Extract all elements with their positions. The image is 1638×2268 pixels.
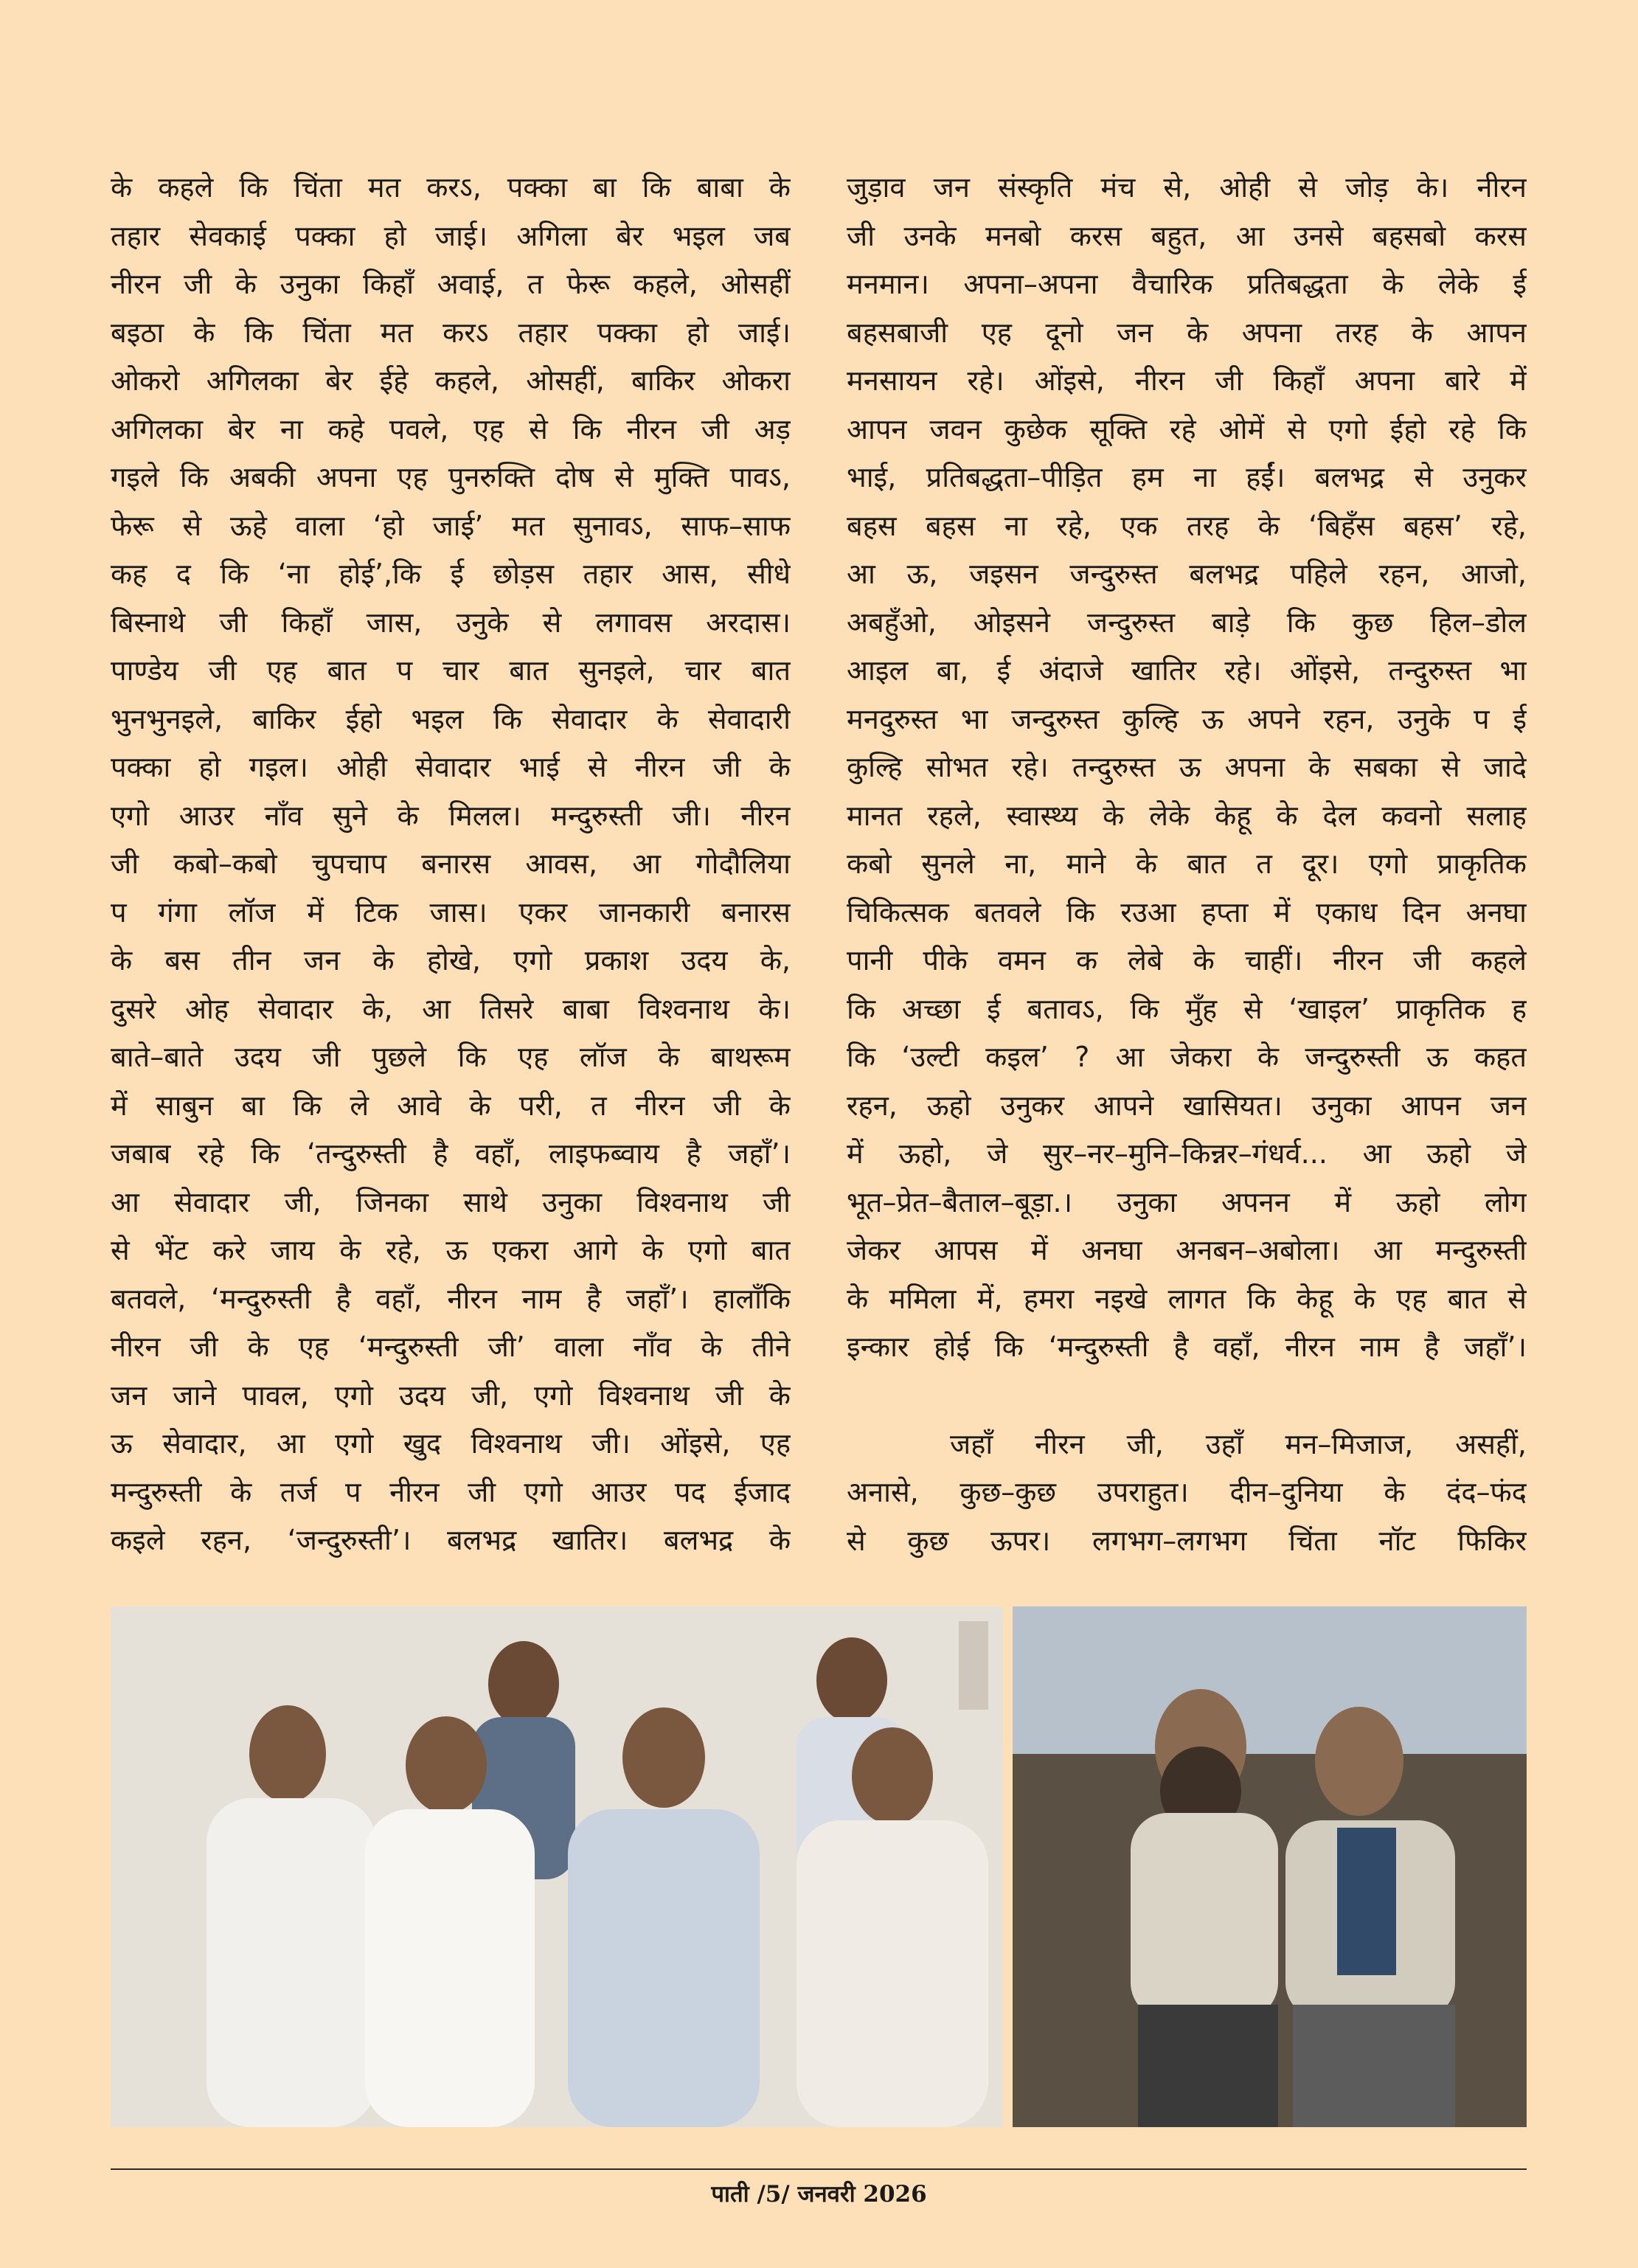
text-line: में ऊहो, जे सुर–नर–मुनि–किन्नर–गंधर्व... आ ऊहो जे <box>847 1137 1527 1170</box>
text-line: कि अच्छा ई बतावऽ, कि मुँह से ‘खाइल’ प्राकृतिक ह <box>847 992 1527 1025</box>
text-line: भुनभुनइले, बाकिर ईहो भइल कि सेवादार के सेवादारी <box>111 702 791 735</box>
group-photo <box>111 1606 1003 2127</box>
text-line: बइठा के कि चिंता मत करऽ तहार पक्का हो जाई। <box>111 316 791 349</box>
text-line: पक्का हो गइल। ओही सेवादार भाई से नीरन जी के <box>111 751 791 783</box>
text-line: पानी पीके वमन क लेबे के चाहीं। नीरन जी कहले <box>847 944 1527 977</box>
page-footer: पाती /5/ जनवरी 2026 <box>711 2181 927 2208</box>
text-line: के बस तीन जन के होखे, एगो प्रकाश उदय के, <box>111 944 791 977</box>
text-line: कि ‘उल्टी कइल’ ? आ जेकरा के जन्दुरुस्ती ऊ कहत <box>847 1041 1527 1073</box>
text-line: आइल बा, ई अंदाजे खातिर रहे। ओंइसे, तन्दुरुस्त भा <box>847 654 1527 687</box>
text-line: अनासे, कुछ–कुछ उपराहुत। दीन–दुनिया के दंद–फंद <box>847 1476 1527 1508</box>
footer-rule <box>111 2168 1527 2170</box>
text-line: आपन जवन कुछेक सूक्ति रहे ओमें से एगो ईहो रहे कि <box>847 412 1527 445</box>
text-line: कह द कि ‘ना होई’,कि ई छोड़स तहार आस, सीधे <box>111 558 791 590</box>
text-line: गइले कि अबकी अपना एह पुनरुक्ति दोष से मुक्ति पावऽ, <box>111 461 791 493</box>
text-line: नीरन जी के उनुका किहाँ अवाई, त फेरू कहले, ओसहीं <box>111 268 791 300</box>
boat-photo <box>1013 1606 1527 2127</box>
text-line: एगो आउर नाँव सुने के मिलल। मन्दुरुस्ती जी। नीरन <box>111 799 791 832</box>
text-line: फेरू से ऊहे वाला ‘हो जाई’ मत सुनावऽ, साफ–साफ <box>111 509 791 542</box>
text-line: से कुछ ऊपर। लगभग–लगभग चिंता नॉट फिकिर <box>847 1524 1527 1557</box>
text-line: दुसरे ओह सेवादार के, आ तिसरे बाबा विश्वनाथ के। <box>111 992 791 1025</box>
text-line: बतवले, ‘मन्दुरुस्ती है वहाँ, नीरन नाम है जहाँ’। हालाँकि <box>111 1282 791 1315</box>
text-line: से भेंट करे जाय के रहे, ऊ एकरा आगे के एगो बात <box>111 1234 791 1266</box>
text-line: मन्दुरुस्ती के तर्ज प नीरन जी एगो आउर पद ईजाद <box>111 1475 791 1508</box>
text-line: जहाँ नीरन जी, उहाँ मन–मिजाज, असहीं, <box>950 1427 1527 1460</box>
text-line: के ममिला में, हमरा नइखे लागत कि केहू के एह बात से <box>847 1282 1527 1315</box>
text-line: जबाब रहे कि ‘तन्दुरुस्ती है वहाँ, लाइफब्वाय है जहाँ’। <box>111 1137 791 1170</box>
text-line: आ ऊ, जइसन जन्दुरुस्त बलभद्र पहिले रहन, आजो, <box>847 558 1527 590</box>
text-line: अबहुँओ, ओइसने जन्दुरुस्त बाड़े कि कुछ हिल–डोल <box>847 606 1527 639</box>
text-line: बहसबाजी एह दूनो जन के अपना तरह के आपन <box>847 316 1527 349</box>
text-line: में साबुन बा कि ले आवे के परी, त नीरन जी के <box>111 1089 791 1122</box>
text-line: प गंगा लॉज में टिक जास। एकर जानकारी बनारस <box>111 895 791 929</box>
text-line: मनसायन रहे। ओंइसे, नीरन जी किहाँ अपना बारे में <box>847 364 1527 397</box>
text-line: जन जाने पावल, एगो उदय जी, एगो विश्वनाथ जी के <box>111 1379 791 1412</box>
text-line: अगिलका बेर ना कहे पवले, एह से कि नीरन जी अड़ <box>111 412 791 445</box>
text-line: मनदुरुस्त भा जन्दुरुस्त कुल्हि ऊ अपने रहन, उनुके प ई <box>847 702 1527 735</box>
text-line: बिस्नाथे जी किहाँ जास, उनुके से लगावस अरदास। <box>111 606 791 639</box>
text-line: कुल्हि सोभत रहे। तन्दुरुस्त ऊ अपना के सबका से जादे <box>847 751 1527 783</box>
left-column <box>111 164 791 1565</box>
right-column <box>847 164 1527 1565</box>
text-line: बहस बहस ना रहे, एक तरह के ‘बिहँस बहस’ रहे, <box>847 509 1527 542</box>
text-line: भाई, प्रतिबद्धता–पीड़ित हम ना हईं। बलभद्र से उनुकर <box>847 461 1527 493</box>
text-line: बाते–बाते उदय जी पुछले कि एह लॉज के बाथरूम <box>111 1041 791 1073</box>
text-line: जुड़ाव जन संस्कृति मंच से, ओही से जोड़ के। नीरन <box>847 171 1527 204</box>
text-line: जी कबो–कबो चुपचाप बनारस आवस, आ गोदौलिया <box>111 847 791 880</box>
text-line: मानत रहले, स्वास्थ्य के लेके केहू के देल कवनो सलाह <box>847 799 1527 832</box>
text-line: ओकरो अगिलका बेर ईहे कहले, ओसहीं, बाकिर ओकरा <box>111 364 791 397</box>
text-line: के कहले कि चिंता मत करऽ, पक्का बा कि बाबा के <box>111 171 791 204</box>
text-line: कबो सुनले ना, माने के बात त दूर। एगो प्राकृतिक <box>847 847 1527 880</box>
text-line: कइले रहन, ‘जन्दुरुस्ती’। बलभद्र खातिर। बलभद्र के <box>111 1524 791 1556</box>
text-line: इन्कार होई कि ‘मन्दुरुस्ती है वहाँ, नीरन नाम है जहाँ’। <box>847 1331 1527 1363</box>
text-line: नीरन जी के एह ‘मन्दुरुस्ती जी’ वाला नाँव के तीने <box>111 1331 791 1363</box>
text-line: मनमान। अपना–अपना वैचारिक प्रतिबद्धता के लेके ई <box>847 268 1527 300</box>
text-line: तहार सेवकाई पक्का हो जाई। अगिला बेर भइल जब <box>111 219 791 252</box>
text-line: जी उनके मनबो करस बहुत, आ उनसे बहसबो करस <box>847 219 1527 252</box>
paragraph-gap <box>847 1372 1527 1421</box>
text-line: ऊ सेवादार, आ एगो खुद विश्वनाथ जी। ओंइसे, एह <box>111 1427 791 1460</box>
text-line: भूत–प्रेत–बैताल–बूड़ा.। उनुका अपनन में ऊहो लोग <box>847 1185 1527 1218</box>
text-line: रहन, ऊहो उनुकर आपने खासियत। उनुका आपन जन <box>847 1089 1527 1122</box>
text-line: पाण्डेय जी एह बात प चार बात सुनइले, चार बात <box>111 654 791 687</box>
text-line: जेकर आपस में अनघा अनबन–अबोला। आ मन्दुरुस्ती <box>847 1234 1527 1266</box>
text-line: आ सेवादार जी, जिनका साथे उनुका विश्वनाथ जी <box>111 1185 791 1218</box>
text-line: चिकित्सक बतवले कि रउआ हप्ता में एकाध दिन अनघा <box>847 895 1527 929</box>
